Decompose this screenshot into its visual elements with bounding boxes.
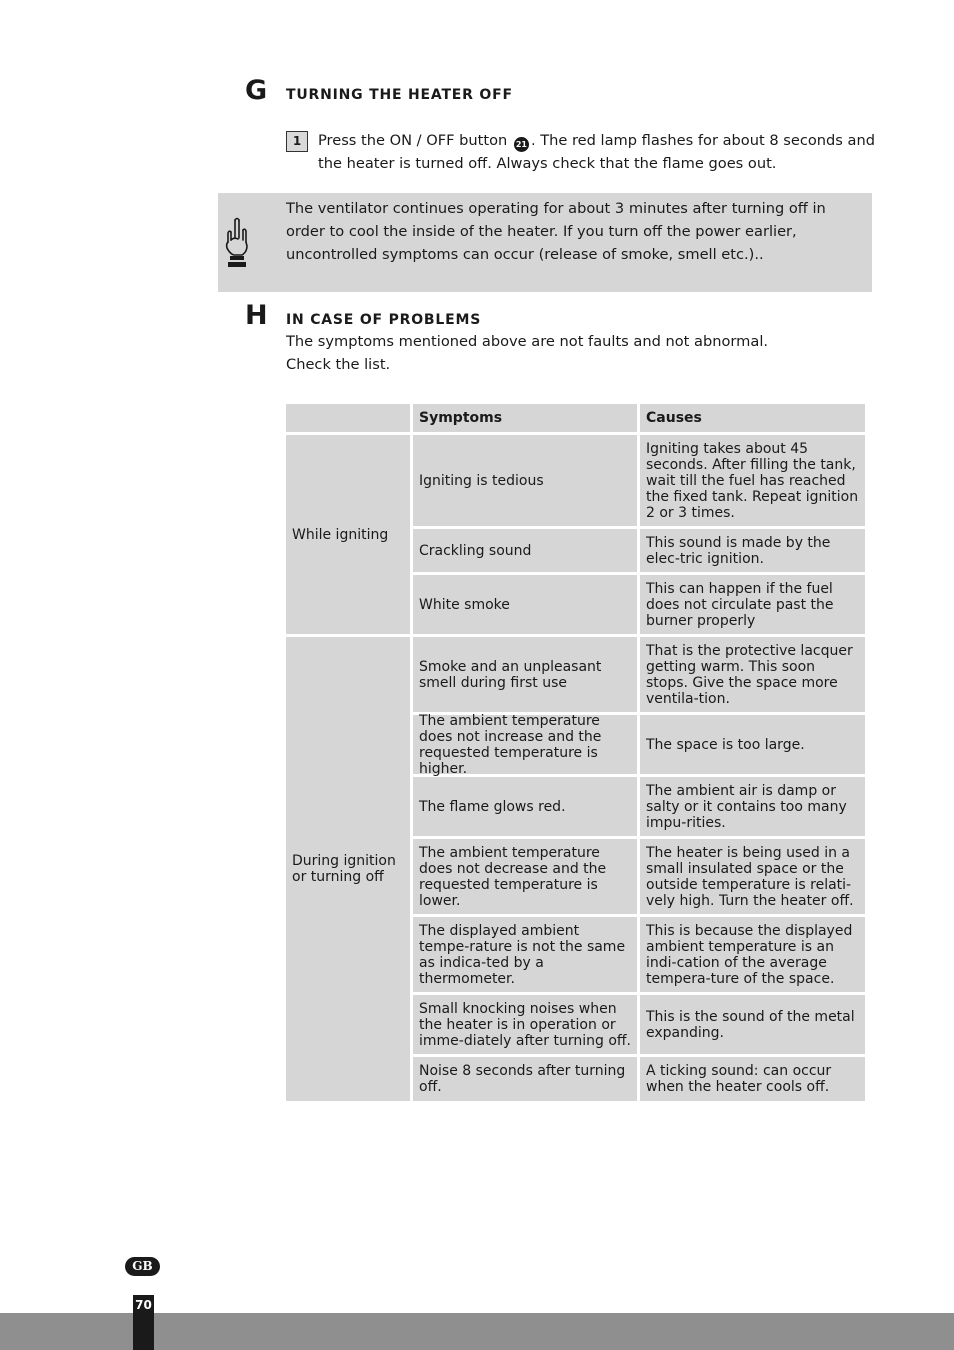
- pointing-hand-icon: [222, 216, 252, 268]
- symptom-cell: The ambient temperature does not increase and the requested temperature is higher.: [413, 715, 637, 774]
- cause-cell: This sound is made by the elec-tric ignition.: [640, 529, 865, 572]
- cause-cell: This is the sound of the metal expanding.: [640, 995, 865, 1054]
- step-text: [318, 129, 878, 175]
- symptom-cell: Noise 8 seconds after turning off.: [413, 1057, 637, 1101]
- header-causes: Causes: [640, 404, 865, 432]
- cause-cell: This is because the displayed ambient temperature is an indi-cation of the average tempera-ture of the space.: [640, 917, 865, 992]
- step-text-after: . The red lamp flashes for about 8 seconds and the heater is turned off. Always check that the flame goes out.: [318, 132, 876, 172]
- cause-cell: The ambient air is damp or salty or it contains too many impu-rities.: [640, 777, 865, 836]
- cause-cell: Igniting takes about 45 seconds. After filling the tank, wait till the fuel has reached the fixed tank. Repeat ignition 2 or 3 times.: [640, 435, 865, 526]
- step-text-before: Press the ON / OFF button: [318, 132, 512, 149]
- cause-cell: That is the protective lacquer getting warm. This soon stops. Give the space more ventila-tion.: [640, 637, 865, 712]
- intro-line-1: The symptoms mentioned above are not faults and not abnormal.: [286, 333, 769, 350]
- symptom-cell: Crackling sound: [413, 529, 637, 572]
- symptom-cell: The displayed ambient tempe-rature is not the same as indica-ted by a thermometer.: [413, 917, 637, 992]
- intro-line-2: Check the list.: [286, 356, 391, 373]
- page-number: 70: [135, 1298, 152, 1312]
- language-badge: GB: [125, 1257, 160, 1276]
- symptom-cell: Small knocking noises when the heater is in operation or imme-diately after turning off.: [413, 995, 637, 1054]
- section-g-title: TURNING THE HEATER OFF: [286, 87, 513, 103]
- group-label-while-igniting: While igniting: [286, 435, 410, 634]
- step-number-box: 1: [286, 131, 308, 152]
- symptom-cell: White smoke: [413, 575, 637, 634]
- symptom-cell: The flame glows red.: [413, 777, 637, 836]
- cause-cell: The space is too large.: [640, 715, 865, 774]
- button-reference-icon: 21: [514, 137, 529, 152]
- header-symptoms: Symptoms: [413, 404, 637, 432]
- section-g-letter: G: [245, 75, 268, 106]
- cause-cell: A ticking sound: can occur when the heater cools off.: [640, 1057, 865, 1101]
- symptom-cell: Igniting is tedious: [413, 435, 637, 526]
- symptom-cell: Smoke and an unpleasant smell during first use: [413, 637, 637, 712]
- note-text: The ventilator continues operating for about 3 minutes after turning off in order to cool the inside of the heater. If you turn off the power earlier, uncontrolled symptoms can occur (release of smoke, smell etc.)..: [286, 200, 826, 263]
- section-h-title: IN CASE OF PROBLEMS: [286, 312, 482, 328]
- section-h-letter: H: [245, 300, 268, 331]
- cause-cell: The heater is being used in a small insulated space or the outside temperature is relati-vely high. Turn the heater off.: [640, 839, 865, 914]
- cause-cell: This can happen if the fuel does not circulate past the burner properly: [640, 575, 865, 634]
- header-empty: [286, 404, 410, 432]
- group-label-during-ignition: During ignition or turning off: [286, 637, 410, 1101]
- symptom-cell: The ambient temperature does not decrease and the requested temperature is lower.: [413, 839, 637, 914]
